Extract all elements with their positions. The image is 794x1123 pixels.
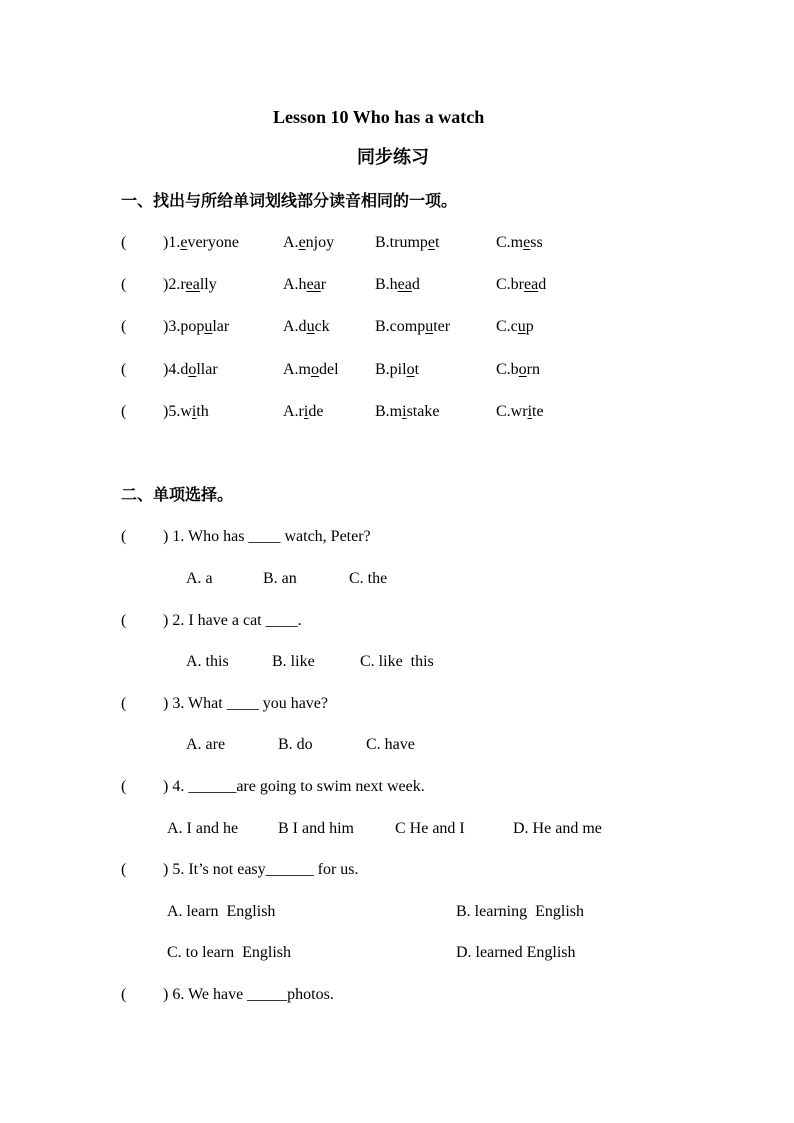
row-3-word-u: u xyxy=(204,318,213,335)
row-3-word-pre: pop xyxy=(180,318,205,335)
row-1-option-c-pre: C.m xyxy=(496,234,524,251)
row-2-option-a-u: ea xyxy=(306,276,321,293)
row-5-word xyxy=(163,402,209,422)
row-3-paren: ( xyxy=(121,318,127,335)
row-4-word-pre: d xyxy=(180,361,189,378)
question-6-paren: ( xyxy=(121,986,127,1003)
question-5-option-d: D. learned English xyxy=(456,944,576,961)
page-subtitle: 同步练习 xyxy=(357,147,429,168)
question-4-option-c: C He and I xyxy=(395,820,465,837)
row-4-option-a-post: del xyxy=(319,361,339,378)
row-1-number: )1. xyxy=(163,234,181,251)
row-3-word-post: lar xyxy=(212,318,230,335)
row-3-option-c-post: p xyxy=(525,318,534,335)
row-4-option-b-u: o xyxy=(406,361,415,378)
question-2-option-b: B. like xyxy=(272,653,315,670)
row-1-option-b-u: e xyxy=(427,234,435,251)
question-4-option-a: A. I and he xyxy=(167,820,239,837)
row-4-option-b-post: t xyxy=(414,361,420,378)
question-3-option-b: B. do xyxy=(278,736,313,753)
row-4-option-c-pre: C.b xyxy=(496,361,519,378)
row-3-option-b-pre: B.comp xyxy=(375,318,426,335)
question-2-option-a: A. this xyxy=(186,653,229,670)
row-4-option-c-post: rn xyxy=(526,361,540,378)
row-5-word-post: th xyxy=(196,403,209,420)
row-5-option-c xyxy=(496,402,544,422)
section-2-heading: 二、单项选择。 xyxy=(121,485,234,504)
row-1-word-post: veryone xyxy=(187,234,239,251)
row-1-option-a xyxy=(283,233,334,253)
row-2-word-post: lly xyxy=(199,276,217,293)
question-2-option-c: C. like this xyxy=(360,653,434,670)
row-1-word xyxy=(163,233,239,253)
question-4-paren: ( xyxy=(121,778,127,795)
question-1-text: ) 1. Who has ____ watch, Peter? xyxy=(163,528,371,545)
row-2-option-a-post: r xyxy=(320,276,327,293)
row-4-option-c-u: o xyxy=(518,361,527,378)
question-5-option-c: C. to learn English xyxy=(167,944,291,961)
row-2-option-b-post: d xyxy=(411,276,420,293)
row-4-option-c xyxy=(496,360,540,380)
row-4-option-b-pre: B.pil xyxy=(375,361,407,378)
row-5-option-b-u: i xyxy=(402,403,407,420)
question-3-paren: ( xyxy=(121,695,127,712)
row-4-word-u: o xyxy=(188,361,197,378)
row-3-number: )3. xyxy=(163,318,181,335)
row-3-option-b-u: u xyxy=(425,318,434,335)
row-5-option-a-pre: A.r xyxy=(283,403,304,420)
question-1-paren: ( xyxy=(121,528,127,545)
question-4-option-d: D. He and me xyxy=(513,820,602,837)
row-4-word xyxy=(163,360,218,380)
row-5-option-a-u: i xyxy=(303,403,309,420)
row-3-option-a xyxy=(283,317,330,337)
row-4-option-a-pre: A.m xyxy=(283,361,311,378)
section-1-heading: 一、找出与所给单词划线部分读音相同的一项。 xyxy=(121,191,458,210)
row-3-word xyxy=(163,317,229,337)
row-4-paren: ( xyxy=(121,361,127,378)
question-5-option-b: B. learning English xyxy=(456,903,584,920)
row-5-option-b-pre: B.m xyxy=(375,403,403,420)
row-2-option-c-post: d xyxy=(538,276,547,293)
question-5-option-a: A. learn English xyxy=(167,903,276,920)
question-3-option-c: C. have xyxy=(366,736,415,753)
row-5-word-u: i xyxy=(191,403,197,420)
question-4-option-b: B I and him xyxy=(278,820,354,837)
row-3-option-b xyxy=(375,317,450,337)
row-2-option-a xyxy=(283,275,326,295)
row-4-option-a-u: o xyxy=(311,361,319,378)
row-3-option-c-pre: C.c xyxy=(496,318,518,335)
row-4-option-b xyxy=(375,360,419,380)
row-2-word-u: ea xyxy=(185,276,200,293)
question-5-text: ) 5. It’s not easy______ for us. xyxy=(163,861,359,878)
row-2-option-c xyxy=(496,275,546,295)
row-5-number: )5. xyxy=(163,403,181,420)
row-2-option-b xyxy=(375,275,420,295)
question-2-paren: ( xyxy=(121,612,127,629)
row-1-option-a-u: e xyxy=(298,234,306,251)
row-5-option-b xyxy=(375,402,439,422)
row-4-word-post: llar xyxy=(196,361,218,378)
row-1-option-c-post: ss xyxy=(530,234,543,251)
row-3-option-a-pre: A.d xyxy=(283,318,307,335)
question-4-text: ) 4. ______are going to swim next week. xyxy=(163,778,425,795)
row-1-paren: ( xyxy=(121,234,127,251)
row-3-option-b-post: ter xyxy=(433,318,451,335)
row-2-paren: ( xyxy=(121,276,127,293)
question-3-option-a: A. are xyxy=(186,736,226,753)
row-5-option-b-post: stake xyxy=(406,403,440,420)
row-1-word-u: e xyxy=(180,234,188,251)
row-2-option-b-pre: B.h xyxy=(375,276,398,293)
row-5-paren: ( xyxy=(121,403,127,420)
row-3-option-c xyxy=(496,317,534,337)
question-1-option-c: C. the xyxy=(349,570,388,587)
question-2-text: ) 2. I have a cat ____. xyxy=(163,612,302,629)
row-5-option-c-u: i xyxy=(527,403,533,420)
row-4-number: )4. xyxy=(163,361,181,378)
row-2-option-b-u: ea xyxy=(397,276,412,293)
row-2-word xyxy=(163,275,217,295)
question-5-paren: ( xyxy=(121,861,127,878)
row-2-option-a-pre: A.h xyxy=(283,276,307,293)
row-2-word-pre: r xyxy=(180,276,186,293)
question-6-text: ) 6. We have _____photos. xyxy=(163,986,334,1003)
row-3-option-a-u: u xyxy=(306,318,315,335)
page-title: Lesson 10 Who has a watch xyxy=(273,107,485,127)
row-5-option-a-post: de xyxy=(308,403,324,420)
row-1-option-c-u: e xyxy=(523,234,531,251)
row-5-word-pre: w xyxy=(180,403,192,420)
row-3-option-a-post: ck xyxy=(314,318,330,335)
row-2-option-c-pre: C.br xyxy=(496,276,524,293)
row-3-option-c-u: u xyxy=(517,318,526,335)
row-1-option-b-pre: B.trump xyxy=(375,234,428,251)
question-3-text: ) 3. What ____ you have? xyxy=(163,695,328,712)
row-4-option-a xyxy=(283,360,339,380)
row-5-option-c-pre: C.wr xyxy=(496,403,528,420)
row-1-option-b xyxy=(375,233,439,253)
question-1-option-b: B. an xyxy=(263,570,297,587)
row-5-option-c-post: te xyxy=(532,403,544,420)
row-1-option-b-post: t xyxy=(435,234,440,251)
row-5-option-a xyxy=(283,402,323,422)
row-1-option-a-pre: A. xyxy=(283,234,299,251)
question-1-option-a: A. a xyxy=(186,570,213,587)
row-1-option-a-post: njoy xyxy=(305,234,335,251)
row-2-number: )2. xyxy=(163,276,181,293)
row-2-option-c-u: ea xyxy=(524,276,539,293)
row-1-option-c xyxy=(496,233,543,253)
